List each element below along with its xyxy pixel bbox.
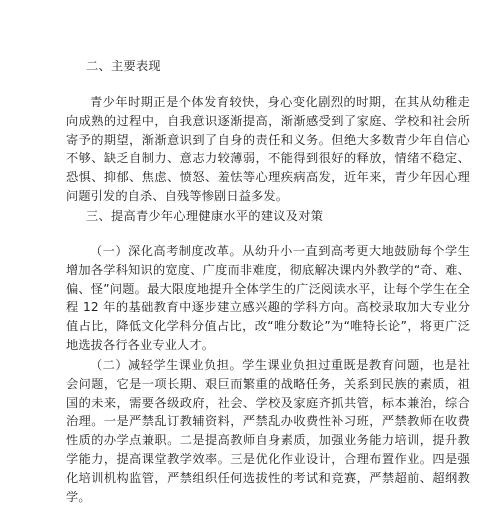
section-three-heading: 三、提高青少年心理健康水平的建议及对策 xyxy=(86,209,324,223)
section-two-heading: 二、主要表现 xyxy=(86,59,161,73)
section-two-paragraph: 青少年时期正是个体发育较快，身心变化剧烈的时期，在其从幼稚走向成熟的过程中，自我意识逐渐提高，渐渐感受到了家庭、学校和社会所寄予的期望，渐渐意识到了自身的责任和义务。但绝大多数青少年自信心不够、缺乏自制力、意志力较薄弱，不能得到很好的释放，情绪不稳定、恐惧、抑郁、焦虑、愤怒、羞怯等心理疾病高发，近年来，青少年因心理问题引发的自杀、自残等惨剧日益多发。 xyxy=(66,95,470,203)
measure-two-paragraph: （二）减轻学生课业负担。学生课业负担过重既是教育问题，也是社会问题，它是一项长期、艰巨而繁重的战略任务，关系到民族的素质，祖国的未来，需要各级政府，社会、学校及家庭齐抓共管，标本兼治，综合治理。一是严禁乱订教辅资料，严禁乱办收费性补习班，严禁教师在收费性质的办学点兼职。二是提高教师自身素质，加强业务能力培训，提升教学能力，提高课堂教学效率。三是优化作业设计，合理布置作业。四是强化培训机构监管，严禁组织任何选拔性的考试和竞赛，严禁超前、超纲教学。 xyxy=(66,358,470,504)
measure-one-paragraph: （一）深化高考制度改革。从幼升小一直到高考更大地鼓励每个学生增加各学科知识的宽度、广度而非难度，彻底解决课内外教学的“奇、难、偏、怪”问题。最大限度地提升全体学生的广泛阅读水平，让每个学生在全程 12 年的基础教育中逐步建立感兴趣的学科方向。高校录取加大专业分值占比，降低文化学科分值占比，改“唯分数论”为“唯特长论”，将更广泛地选拔各行各业专业人才。 xyxy=(66,244,470,352)
